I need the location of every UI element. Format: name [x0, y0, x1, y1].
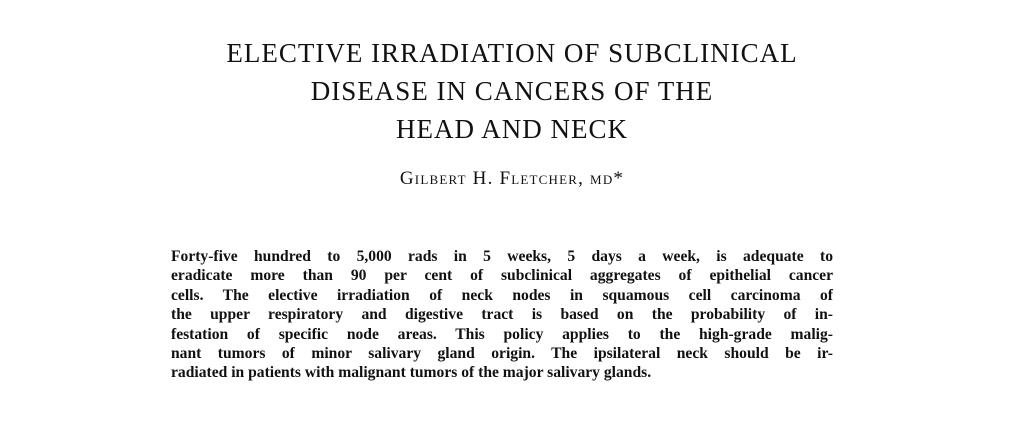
- title-line: HEAD AND NECK: [396, 114, 628, 144]
- abstract-line: festation of specific node areas. This policy applies to the high-grade malig-: [171, 325, 833, 343]
- abstract-line: nant tumors of minor salivary gland origin. The ipsilateral neck should be ir-: [171, 345, 833, 363]
- abstract-line: cells. The elective irradiation of neck nodes in squamous cell carcinoma of: [171, 286, 833, 304]
- abstract-line: eradicate more than 90 per cent of subclinical aggregates of epithelial cancer: [171, 267, 833, 285]
- article-title: [0, 34, 1024, 148]
- title-line: DISEASE IN CANCERS OF THE: [310, 76, 714, 106]
- abstract-line: radiated in patients with malignant tumors of the major salivary glands.: [171, 364, 652, 382]
- abstract: [171, 247, 833, 383]
- title-line: ELECTIVE IRRADIATION OF SUBCLINICAL: [226, 38, 798, 68]
- abstract-line: Forty-five hundred to 5,000 rads in 5 weeks, 5 days a week, is adequate to: [171, 248, 833, 265]
- abstract-line: the upper respiratory and digestive tract is based on the probability of in-: [171, 306, 833, 324]
- author-byline: Gilbert H. Fletcher, md*: [399, 168, 625, 189]
